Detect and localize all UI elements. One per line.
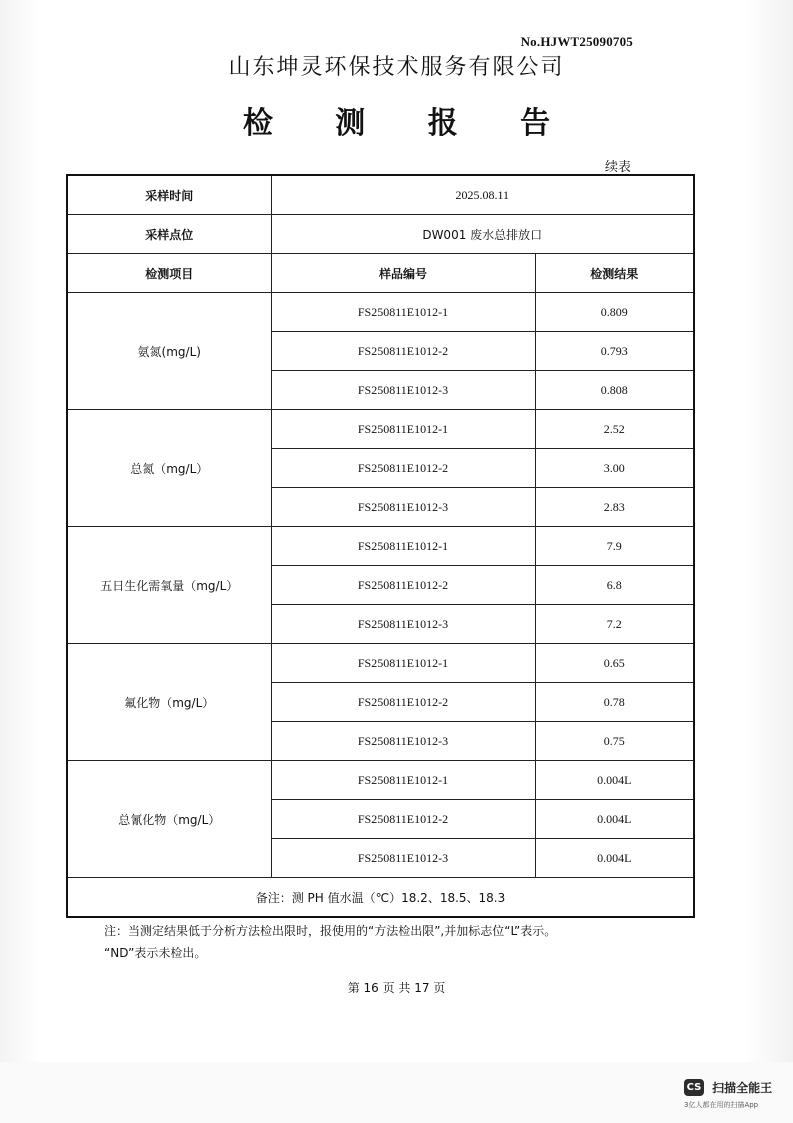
sample-id: FS250811E1012-3 xyxy=(271,839,535,878)
sample-id: FS250811E1012-2 xyxy=(271,332,535,371)
test-item: 总氮（mg/L） xyxy=(67,410,271,527)
test-result: 7.9 xyxy=(535,527,694,566)
watermark-tagline: 3亿人都在用的扫描App xyxy=(684,1101,759,1109)
col-header-sample-id: 样品编号 xyxy=(271,254,535,293)
sample-id: FS250811E1012-2 xyxy=(271,449,535,488)
sample-id: FS250811E1012-1 xyxy=(271,527,535,566)
scanner-watermark xyxy=(684,1077,773,1109)
sample-id: FS250811E1012-3 xyxy=(271,722,535,761)
test-result: 2.52 xyxy=(535,410,694,449)
remarks-row xyxy=(67,878,694,918)
sample-id: FS250811E1012-1 xyxy=(271,293,535,332)
report-number: No.HJWT25090705 xyxy=(520,34,633,49)
test-result: 0.78 xyxy=(535,683,694,722)
sample-id: FS250811E1012-2 xyxy=(271,566,535,605)
table-row xyxy=(67,761,694,800)
watermark-name: 扫描全能王 xyxy=(712,1081,773,1095)
sampling-time-label: 采样时间 xyxy=(67,175,271,215)
sampling-point-row xyxy=(67,215,694,254)
camscanner-logo-icon: CS xyxy=(684,1079,704,1096)
report-title: 检 测 报 告 xyxy=(242,106,577,141)
sample-id: FS250811E1012-3 xyxy=(271,371,535,410)
note-line-1: 注：当测定结果低于分析方法检出限时，报使用的“方法检出限”,并加标志位“L”表示。 xyxy=(104,924,557,938)
col-header-result: 检测结果 xyxy=(535,254,694,293)
sampling-point-label: 采样点位 xyxy=(67,215,271,254)
sample-id: FS250811E1012-2 xyxy=(271,800,535,839)
notes xyxy=(104,920,556,964)
page-number: 第 16 页 共 17 页 xyxy=(347,981,446,995)
test-item: 总氰化物（mg/L） xyxy=(67,761,271,878)
test-result: 0.793 xyxy=(535,332,694,371)
test-result: 3.00 xyxy=(535,449,694,488)
test-result: 0.809 xyxy=(535,293,694,332)
sample-id: FS250811E1012-2 xyxy=(271,683,535,722)
company-name: 山东坤灵环保技术服务有限公司 xyxy=(228,55,565,80)
sample-id: FS250811E1012-1 xyxy=(271,410,535,449)
test-result: 7.2 xyxy=(535,605,694,644)
table-row xyxy=(67,527,694,566)
test-result: 0.004L xyxy=(535,839,694,878)
test-result: 0.004L xyxy=(535,800,694,839)
sample-id: FS250811E1012-3 xyxy=(271,488,535,527)
sampling-time-row xyxy=(67,175,694,215)
sampling-time-value: 2025.08.11 xyxy=(271,175,694,215)
test-result: 0.65 xyxy=(535,644,694,683)
test-result: 6.8 xyxy=(535,566,694,605)
sample-id: FS250811E1012-1 xyxy=(271,761,535,800)
sample-id: FS250811E1012-3 xyxy=(271,605,535,644)
test-item: 五日生化需氧量（mg/L） xyxy=(67,527,271,644)
sampling-point-value: DW001 废水总排放口 xyxy=(271,215,694,254)
column-header-row xyxy=(67,254,694,293)
remarks: 备注：测 PH 值水温（℃）18.2、18.5、18.3 xyxy=(67,878,694,918)
sample-id: FS250811E1012-1 xyxy=(271,644,535,683)
col-header-item: 检测项目 xyxy=(67,254,271,293)
scan-bottom-strip xyxy=(0,1062,793,1123)
table-row xyxy=(67,644,694,683)
test-result: 0.004L xyxy=(535,761,694,800)
table-row xyxy=(67,293,694,332)
test-result: 0.75 xyxy=(535,722,694,761)
continued-label: 续表 xyxy=(605,160,632,175)
note-line-2: “ND”表示未检出。 xyxy=(104,946,207,960)
test-result: 2.83 xyxy=(535,488,694,527)
test-item: 氨氮(mg/L) xyxy=(67,293,271,410)
results-table xyxy=(66,174,695,918)
test-result: 0.808 xyxy=(535,371,694,410)
test-item: 氟化物（mg/L） xyxy=(67,644,271,761)
table-row xyxy=(67,410,694,449)
